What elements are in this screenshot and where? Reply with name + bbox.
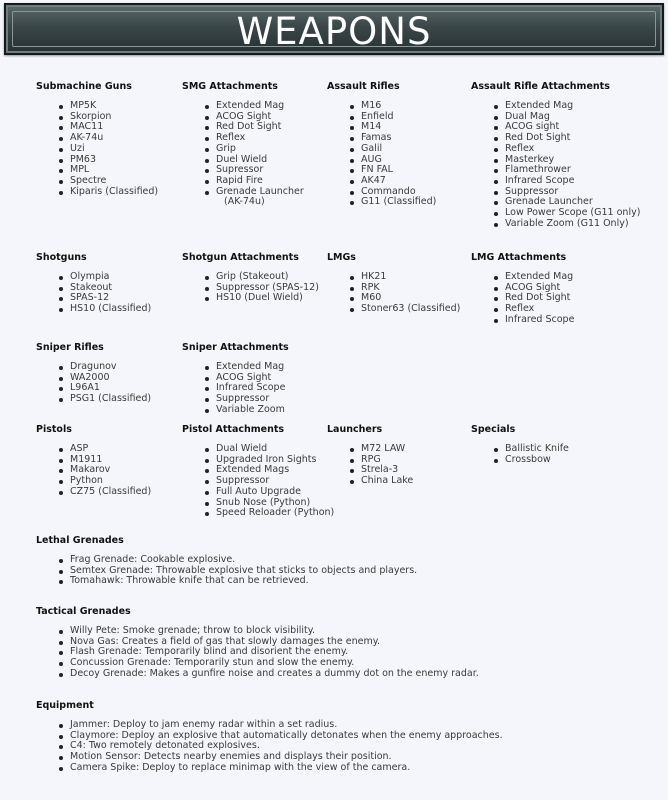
list-item: AUG [361, 155, 436, 166]
list-item: MAC11 [70, 122, 158, 133]
section-ar-attachments [471, 81, 640, 229]
list-item: Flamethrower [505, 165, 640, 176]
title-banner [4, 3, 664, 55]
page-title: WEAPONS [236, 10, 432, 53]
section-lethal-grenades [36, 535, 417, 587]
list-item: HS10 (Duel Wield) [216, 293, 319, 304]
list-item: Kiparis (Classified) [70, 185, 159, 197]
section-shotguns [36, 252, 151, 315]
section-heading: Submachine Guns [36, 81, 132, 92]
list-item: Red Dot Sight [505, 293, 574, 304]
list-item: Willy Pete: Smoke grenade; throw to block visibility. [70, 626, 479, 637]
list-item: China Lake [361, 475, 414, 487]
section-heading: Assault Rifles [327, 81, 400, 92]
section-equipment [36, 700, 503, 774]
section-heading: LMG Attachments [471, 252, 567, 263]
list-item: Suppressor [216, 394, 289, 405]
section-assault-rifles [327, 81, 436, 208]
item-list [327, 272, 460, 315]
list-item: G11 (Classified) [361, 196, 437, 208]
section-heading: Launchers [327, 424, 383, 435]
list-item: Olympia [70, 272, 151, 283]
list-item: ACOG sight [505, 122, 640, 133]
section-shotgun-attachments [182, 252, 319, 304]
list-item: ACOG Sight [505, 283, 574, 294]
list-item: Red Dot Sight [216, 122, 304, 133]
list-item: Extended Mag [216, 101, 304, 112]
list-item: L96A1 [70, 383, 151, 394]
list-item: SPAS-12 [70, 293, 151, 304]
list-item: Makarov [70, 465, 151, 476]
list-item: Stakeout [70, 283, 151, 294]
item-list [182, 444, 334, 519]
list-item: HK21 [361, 272, 460, 283]
item-list [182, 272, 319, 304]
list-item: MP5K [70, 101, 158, 112]
list-item: Full Auto Upgrade [216, 487, 334, 498]
list-item: (AK-74u) [224, 196, 265, 208]
list-item: Tomahawk: Throwable knife that can be retrieved. [70, 576, 417, 587]
list-item: M16 [361, 101, 436, 112]
list-item: Flash Grenade: Temporarily blind and disorient the enemy. [70, 647, 479, 658]
item-list [471, 444, 569, 465]
section-lmg-attachments [471, 252, 574, 326]
section-heading: Pistol Attachments [182, 424, 285, 435]
item-list [36, 272, 151, 315]
list-item: Strela-3 [361, 465, 413, 476]
list-item: Extended Mag [505, 271, 574, 282]
section-sniper-attachments [182, 342, 289, 416]
list-item: Masterkey [505, 155, 640, 166]
list-item: Uzi [70, 144, 158, 155]
list-item: Python [70, 476, 151, 487]
list-item: M60 [361, 293, 460, 304]
list-item: Infrared Scope [216, 383, 289, 394]
list-item: Grenade Launcher [216, 185, 304, 197]
section-heading: Sniper Attachments [182, 342, 289, 353]
item-list [182, 362, 289, 416]
list-item: Rapid Fire [216, 176, 304, 187]
section-heading: Pistols [36, 424, 72, 435]
item-list [36, 101, 158, 197]
list-item: Grenade Launcher [505, 197, 640, 208]
item-list [36, 626, 479, 680]
list-item: ASP [70, 444, 151, 455]
list-item: MPL [70, 165, 158, 176]
list-item: M72 LAW [361, 444, 413, 455]
section-heading: Shotguns [36, 252, 87, 263]
item-list [471, 101, 640, 229]
list-item: Semtex Grenade: Throwable explosive that sticks to objects and players. [70, 564, 418, 576]
list-item: Stoner63 (Classified) [361, 303, 461, 315]
list-item: Commando [361, 187, 436, 198]
list-item: PSG1 (Classified) [70, 393, 152, 405]
list-item: Suppressor [505, 187, 640, 198]
list-item: Claymore: Deploy an explosive that automatically detonates when the enemy approaches. [70, 729, 503, 741]
list-item: WA2000 [70, 373, 151, 384]
list-item: Dual Wield [216, 444, 334, 455]
section-pistols [36, 424, 151, 498]
list-item: C4: Two remotely detonated explosives. [70, 741, 503, 752]
list-item: ACOG Sight [216, 112, 304, 123]
list-item: Reflex [505, 144, 640, 155]
item-list [36, 444, 151, 498]
section-smg-attachments [182, 81, 304, 208]
list-item: HS10 (Classified) [70, 303, 152, 315]
list-item: Snub Nose (Python) [216, 498, 334, 509]
list-item: Spectre [70, 176, 158, 187]
item-list [36, 362, 151, 405]
list-item: Enfield [361, 112, 436, 123]
list-item: M14 [361, 122, 436, 133]
item-list [182, 101, 304, 208]
list-item: Dragunov [70, 362, 151, 373]
list-item: Crossbow [505, 455, 569, 466]
list-item: Frag Grenade: Cookable explosive. [70, 555, 417, 566]
list-item: Camera Spike: Deploy to replace minimap with the view of the camera. [70, 763, 503, 774]
section-heading: Specials [471, 424, 516, 435]
section-specials [471, 424, 569, 465]
list-item: Reflex [505, 304, 574, 315]
section-lmgs [327, 252, 460, 315]
list-item: Motion Sensor: Detects nearby enemies and displays their position. [70, 752, 503, 763]
list-item: Decoy Grenade: Makes a gunfire noise and creates a dummy dot on the enemy radar. [70, 667, 479, 679]
list-item: Galil [361, 144, 436, 155]
section-pistol-attachments [182, 424, 334, 519]
section-heading: Lethal Grenades [36, 535, 124, 546]
list-item: Nova Gas: Creates a field of gas that slowly damages the enemy. [70, 637, 479, 648]
list-item: Grip [216, 144, 304, 155]
list-item: Infrared Scope [505, 176, 640, 187]
list-item: Variable Zoom (G11 Only) [505, 219, 640, 230]
list-item: M1911 [70, 455, 151, 466]
list-item: Duel Wield [216, 155, 304, 166]
item-list [36, 555, 417, 587]
list-item: AK47 [361, 176, 436, 187]
list-item: Famas [361, 133, 436, 144]
list-item: Extended Mag [216, 362, 289, 373]
list-item: Variable Zoom [216, 405, 289, 416]
list-item: Suppressor (SPAS-12) [216, 281, 319, 293]
list-item: Infrared Scope [505, 313, 575, 325]
list-item: Ballistic Knife [505, 443, 569, 454]
list-item: Upgraded Iron Sights [216, 455, 334, 466]
list-item: Skorpion [70, 112, 158, 123]
section-heading: Tactical Grenades [36, 606, 131, 617]
list-item: FN FAL [361, 165, 436, 176]
section-sniper-rifles [36, 342, 151, 405]
item-list [327, 101, 436, 208]
list-item: Speed Reloader (Python) [216, 507, 335, 519]
list-item: Extended Mags [216, 465, 334, 476]
list-item: CZ75 (Classified) [70, 485, 152, 497]
list-item: RPK [361, 283, 460, 294]
list-item: PM63 [70, 155, 158, 166]
section-heading: Sniper Rifles [36, 342, 104, 353]
list-item: Red Dot Sight [505, 133, 640, 144]
section-tactical-grenades [36, 606, 479, 680]
list-item: Low Power Scope (G11 only) [505, 207, 641, 219]
section-heading: SMG Attachments [182, 81, 278, 92]
list-item: Jammer: Deploy to jam enemy radar within a set radius. [70, 720, 503, 731]
section-heading: Equipment [36, 700, 94, 711]
list-item: ACOG Sight [216, 373, 289, 384]
section-heading: Shotgun Attachments [182, 252, 299, 263]
section-heading: LMGs [327, 252, 356, 263]
list-item: Supressor [216, 165, 304, 176]
section-launchers [327, 424, 413, 487]
item-list [471, 272, 574, 326]
item-list [327, 444, 413, 487]
list-item: RPG [361, 455, 413, 466]
list-item: Extended Mag [505, 101, 640, 112]
list-item: Dual Mag [505, 112, 640, 123]
list-item: Reflex [216, 133, 304, 144]
list-item: AK-74u [70, 133, 158, 144]
section-heading: Assault Rifle Attachments [471, 81, 610, 92]
list-item: Suppressor [216, 476, 334, 487]
list-item: Grip (Stakeout) [216, 272, 319, 283]
list-item: Concussion Grenade: Temporarily stun and slow the enemy. [70, 658, 479, 669]
item-list [36, 720, 503, 774]
section-smg [36, 81, 158, 197]
